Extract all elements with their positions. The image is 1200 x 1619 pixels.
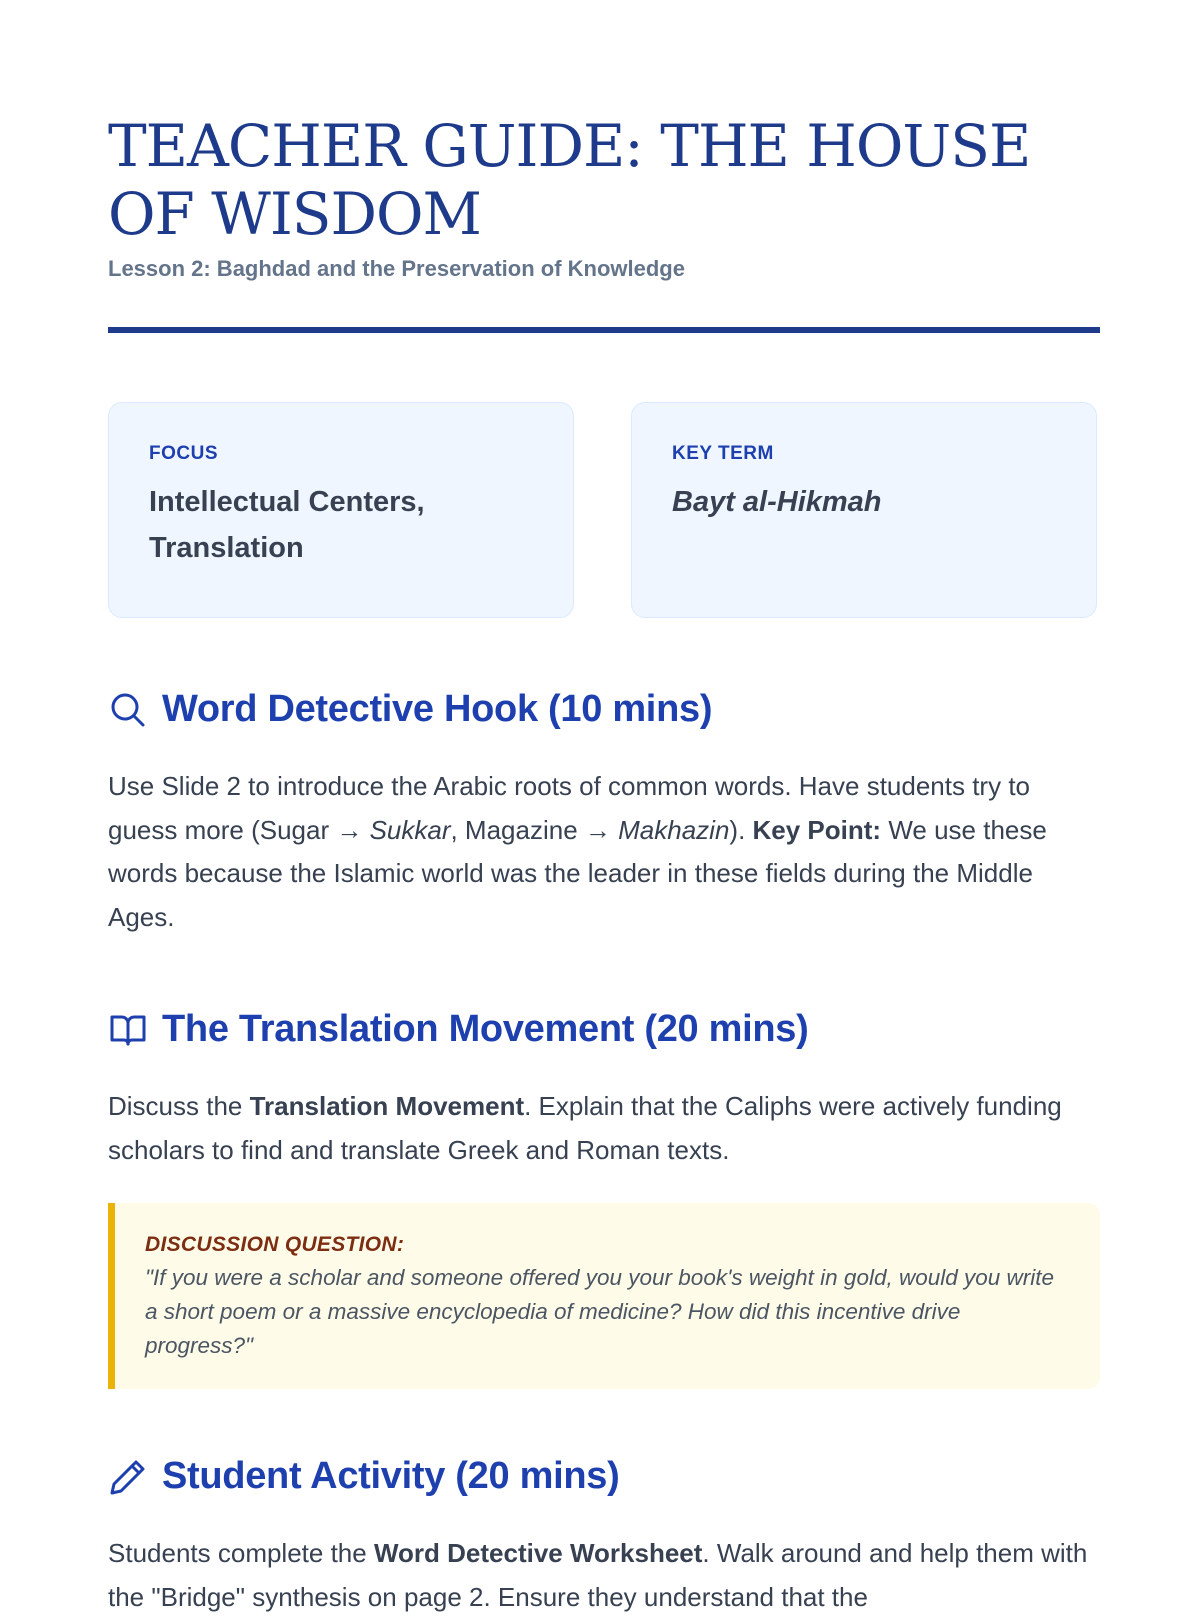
hook-heading: Word Detective Hook (10 mins) (162, 688, 713, 730)
activity-heading: Student Activity (20 mins) (162, 1455, 620, 1497)
discussion-callout (108, 1203, 1100, 1389)
key-term-card (631, 402, 1097, 618)
key-point-label: Key Point: (752, 814, 882, 845)
page-title: TEACHER GUIDE: THE HOUSE OF WISDOM (108, 112, 1031, 248)
open-book-icon (108, 1010, 148, 1050)
hook-text-4: We use these words because the Islamic world was the leader in these fields during the Middle Ages. (108, 814, 1047, 932)
activity-paragraph (108, 1532, 1100, 1619)
hook-section-heading (108, 688, 712, 731)
key-term-value: Bayt al-Hikmah (672, 486, 882, 518)
hook-text-1: Use Slide 2 to introduce the Arabic roots of common words. Have students try to guess more (Sugar → (108, 771, 1030, 845)
translation-text-1: Discuss the (108, 1091, 250, 1121)
focus-value: Intellectual Centers, Translation (149, 486, 425, 564)
translation-section-heading (108, 1008, 809, 1051)
hook-term-sukkar: Sukkar (369, 814, 451, 845)
translation-text-2: . Explain that the Caliphs were actively funding scholars to find and translate Greek and Roman texts. (108, 1091, 1062, 1165)
activity-text-1: Students complete the (108, 1538, 374, 1568)
hook-text-2: , Magazine → (450, 814, 619, 845)
translation-heading: The Translation Movement (20 mins) (162, 1008, 809, 1050)
key-term-label: KEY TERM (672, 443, 774, 464)
hook-paragraph (108, 765, 1100, 939)
translation-movement-term: Translation Movement (249, 1091, 525, 1121)
activity-section-heading (108, 1455, 619, 1498)
worksheet-term: Word Detective Worksheet (373, 1538, 703, 1568)
pencil-icon (108, 1457, 148, 1497)
lesson-subtitle: Lesson 2: Baghdad and the Preservation of Knowledge (108, 256, 685, 281)
translation-paragraph (108, 1085, 1100, 1172)
discussion-quote: "If you were a scholar and someone offered you your book's weight in gold, would you write a short poem or a massive encyclopedia of medicine? How did this incentive drive progress?" (145, 1265, 1055, 1358)
search-icon (108, 690, 148, 730)
hook-text-3: ). (729, 814, 753, 845)
focus-label: FOCUS (149, 443, 218, 464)
focus-card (108, 402, 574, 618)
header-divider (108, 327, 1100, 333)
activity-text-2: . Walk around and help them with the "Bridge" synthesis on page 2. Ensure they understand that the (108, 1538, 1088, 1612)
discussion-label: DISCUSSION QUESTION: (145, 1233, 405, 1256)
hook-term-makhazin: Makhazin (618, 814, 730, 845)
